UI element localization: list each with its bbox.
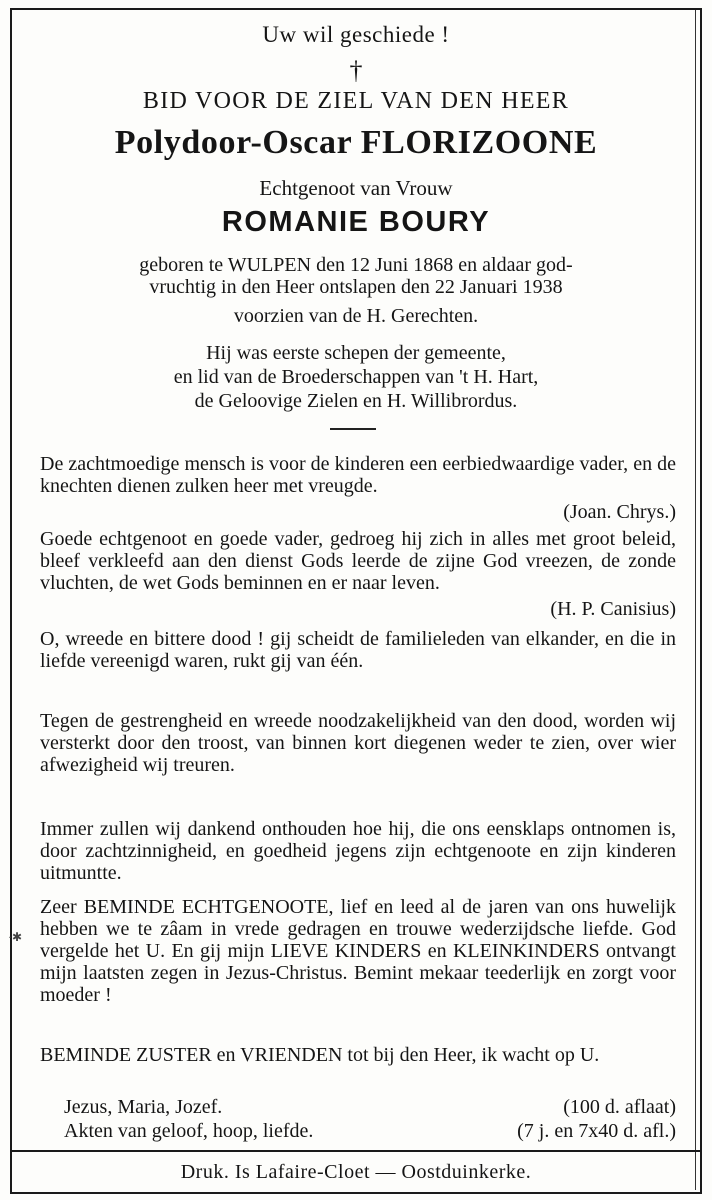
divider xyxy=(330,428,376,430)
indulgence-row-2 xyxy=(40,1120,676,1142)
birth-line-3: voorzien van de H. Gerechten. xyxy=(233,305,479,327)
deceased-name: Polydoor-Oscar FLORIZOONE xyxy=(114,124,598,161)
offices-line-1: Hij was eerste schepen der gemeente, xyxy=(206,342,506,364)
indulgence-text-2: Akten van geloof, hoop, liefde. xyxy=(64,1120,314,1142)
birth-line-2: vruchtig in den Heer ontslapen den 22 Januari 1938 xyxy=(149,276,563,298)
quote-paragraph-1: De zachtmoedige mensch is voor de kinderen een eerbiedwaardige vader, en de knechten dienen zulken heer met vreugde. xyxy=(40,453,676,497)
quote-source-2: (H. P. Canisius) xyxy=(550,598,676,620)
quote-paragraph-2: Goede echtgenoot en goede vader, gedroeg hij zich in alles met groot beleid, bleef verkleefd aan den dienst Gods leerde de zijne God vreezen, de zonde vluchten, de wet Gods beminnen en er naar leven. xyxy=(40,528,676,594)
indulgence-value-2: (7 j. en 7x40 d. afl.) xyxy=(517,1120,676,1142)
edge-line xyxy=(695,10,696,1190)
indulgence-row-1 xyxy=(40,1096,676,1118)
paragraph-5: Immer zullen wij dankend onthouden hoe hij, die ons eensklaps ontnomen is, door zachtzinnigheid, en goedheid jegens zijn echtgenoote en zijn kinderen uitmuntte. xyxy=(40,818,676,884)
paragraph-7: BEMINDE ZUSTER en VRIENDEN tot bij den Heer, ik wacht op U. xyxy=(40,1044,600,1066)
motto: Uw wil geschiede ! xyxy=(262,22,450,47)
offices-line-2: en lid van de Broederschappen van 't H. Hart, xyxy=(173,366,539,388)
paragraph-6: Zeer BEMINDE ECHTGENOOTE, lief en leed al de jaren van ons huwelijk hebben we te zâam in vrede gedragen en trouwe wederzijdsche liefde. God vergelde het U. En gij mijn LIEVE KINDERS en KLEINKINDERS ontvangt mijn laatsten zegen in Jezus-Christus. Bemint mekaar teederlijk en zorgt voor moeder ! xyxy=(40,896,676,1006)
cross-icon: † xyxy=(349,56,363,85)
indulgence-value-1: (100 d. aflaat) xyxy=(563,1096,676,1118)
indulgence-text-1: Jezus, Maria, Jozef. xyxy=(64,1096,223,1118)
footer-divider xyxy=(12,1150,700,1152)
offices-line-3: de Geloovige Zielen en H. Willibrordus. xyxy=(194,390,518,412)
paragraph-4: Tegen de gestrengheid en wreede noodzakelijkheid van den dood, worden wij versterkt door den troost, van binnen kort diegenen weder te zien, over wier afwezigheid wij treuren. xyxy=(40,710,676,776)
paragraph-3: O, wreede en bittere dood ! gij scheidt de familieleden van elkander, en die in liefde vereenigd waren, rukt gij van één. xyxy=(40,628,676,672)
spouse-name: ROMANIE BOURY xyxy=(221,206,491,238)
scan-speck: ·✱ xyxy=(8,930,23,944)
quote-source-1: (Joan. Chrys.) xyxy=(563,501,676,523)
prayer-heading: BID VOOR DE ZIEL VAN DEN HEER xyxy=(142,88,570,114)
spouse-intro: Echtgenoot van Vrouw xyxy=(259,176,453,200)
printer-line: Druk. Is Lafaire-Cloet — Oostduinkerke. xyxy=(180,1161,532,1183)
birth-line-1: geboren te WULPEN den 12 Juni 1868 en aldaar god- xyxy=(139,254,573,276)
